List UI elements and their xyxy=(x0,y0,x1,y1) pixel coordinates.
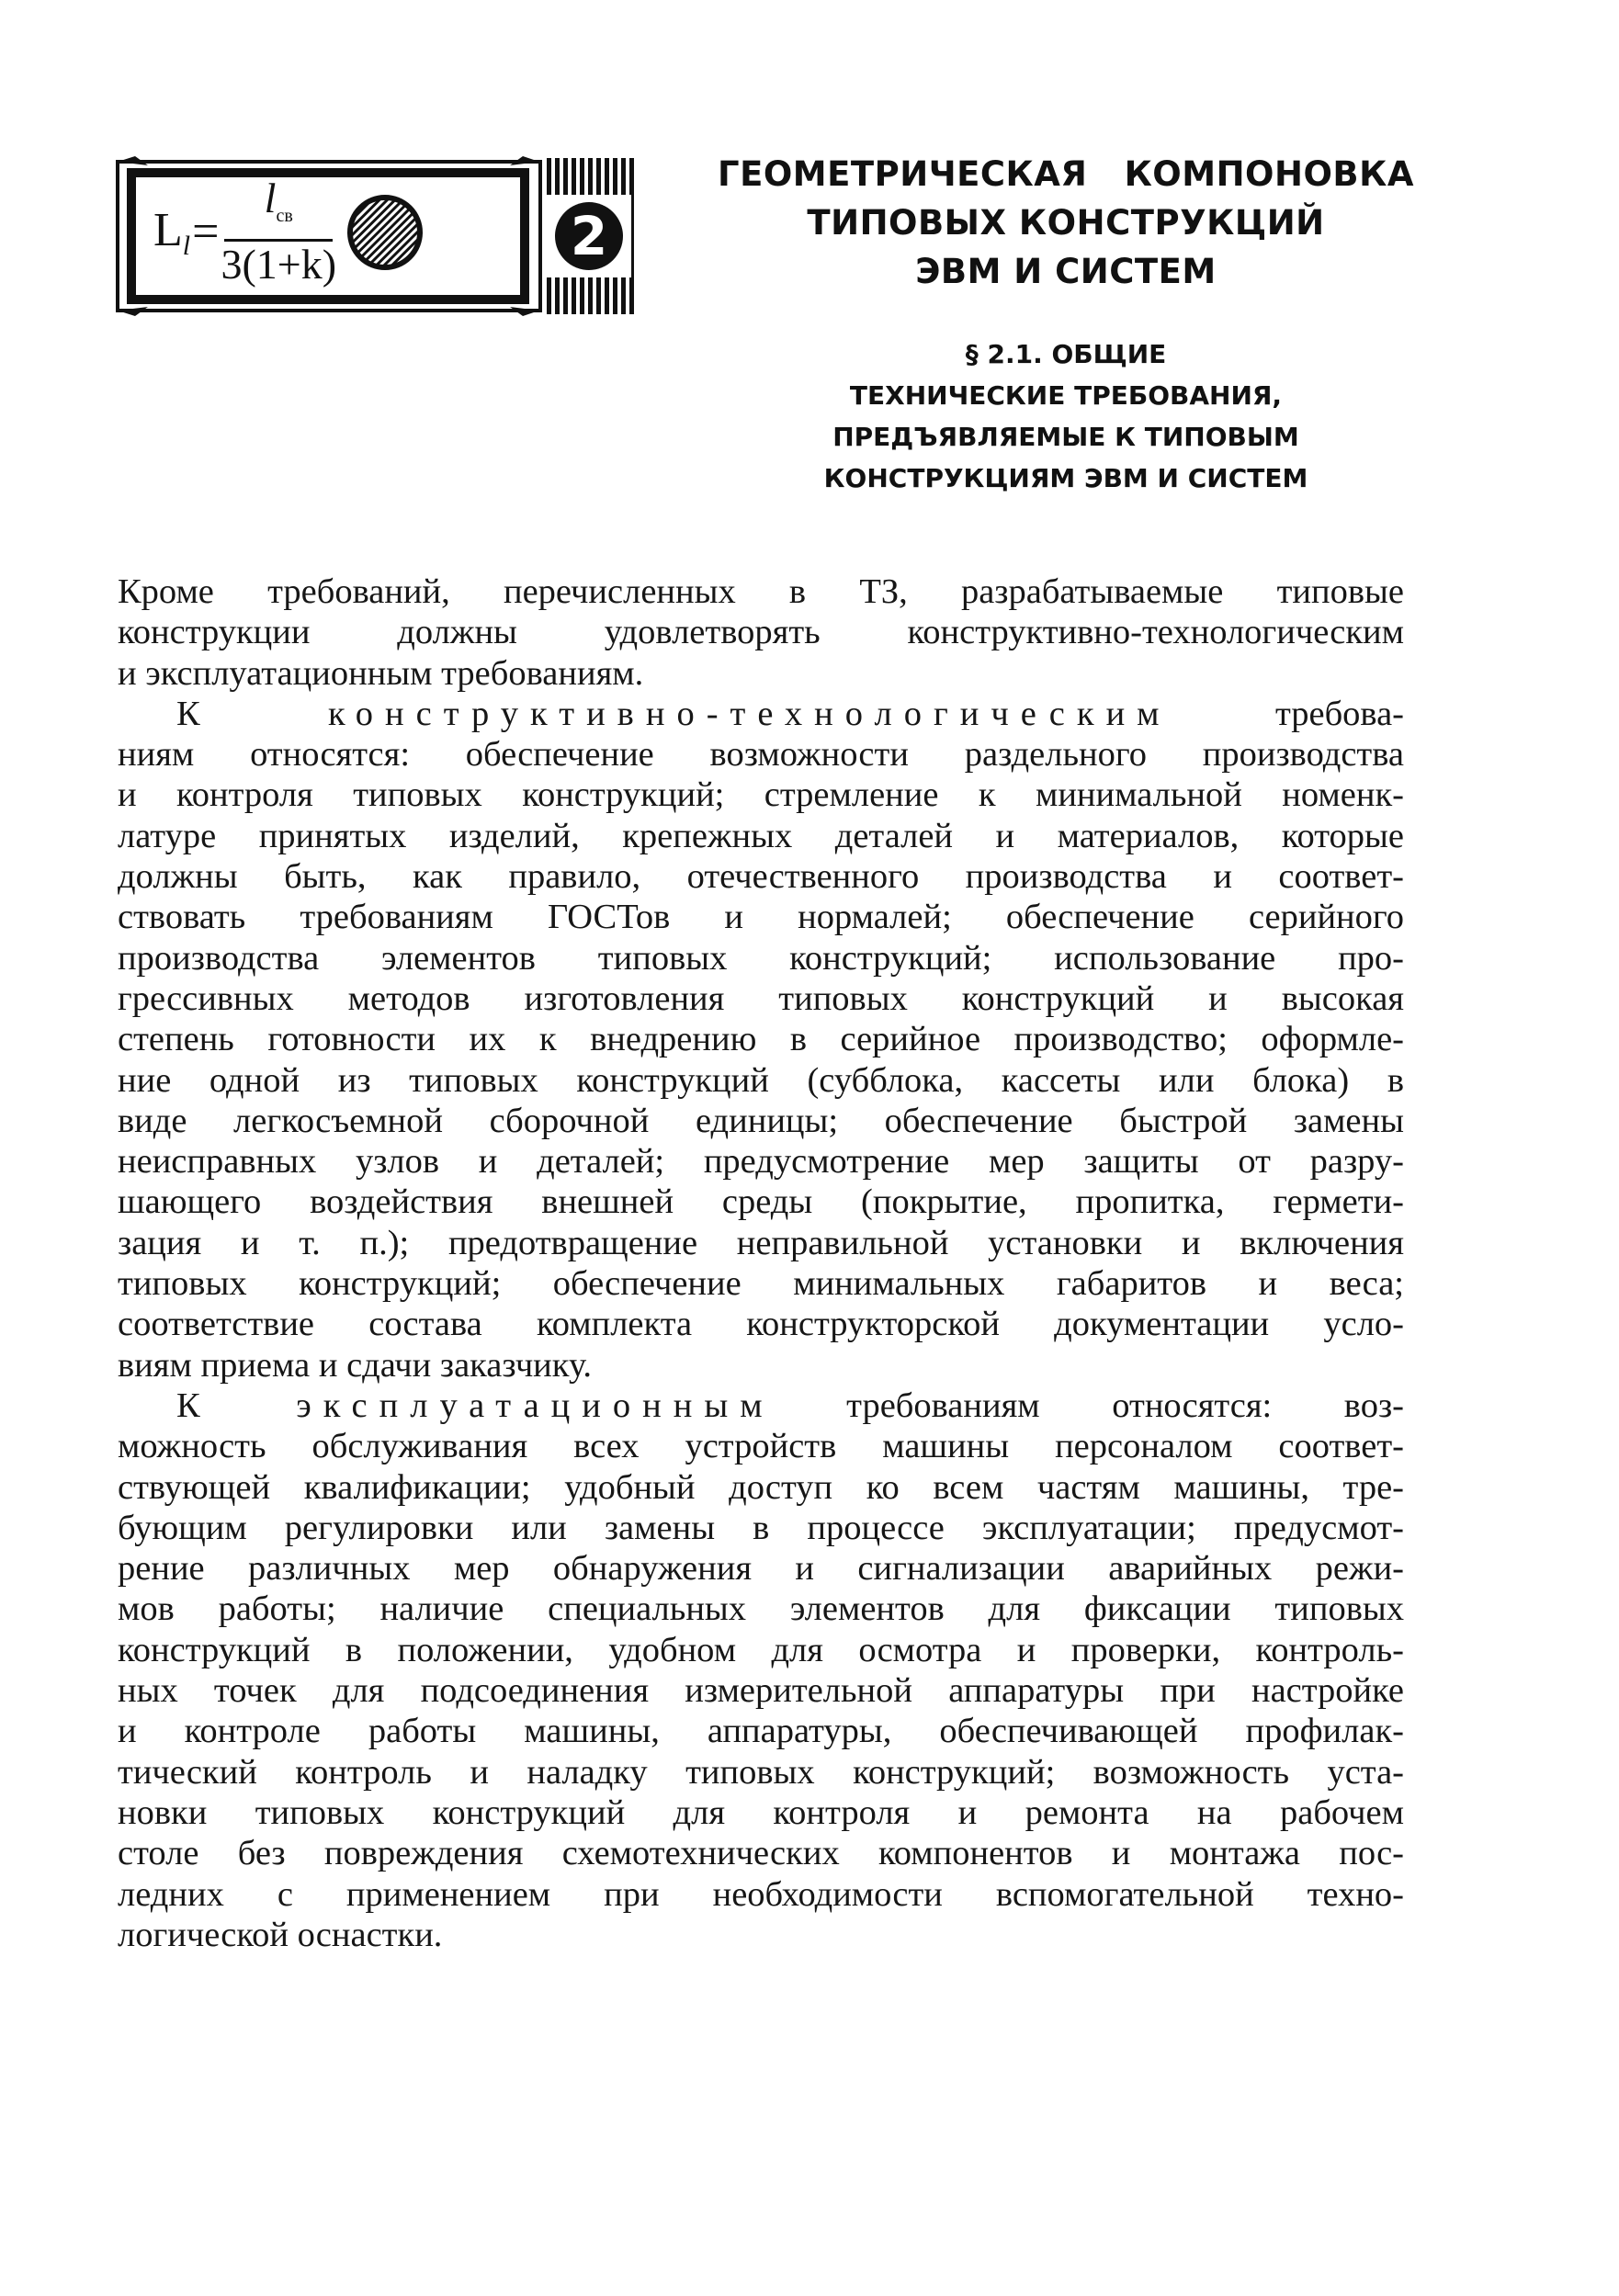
text-line: бующим регулировки или замены в процессе эксплуатации; предусмот- xyxy=(118,1508,1404,1547)
paragraph-design-technological xyxy=(118,694,1404,1386)
chapter-number: 2 xyxy=(570,205,608,267)
chapter-formula xyxy=(142,175,528,289)
formula-denominator: 3(1+k) xyxy=(221,240,337,288)
text-line: ледних с применением при необходимости вспомогательной техно- xyxy=(118,1874,1404,1914)
hatched-disk-icon xyxy=(345,193,425,272)
text-line: шающего воздействия внешней среды (покрытие, пропитка, гермети- xyxy=(118,1182,1404,1222)
text-line: тический контроль и наладку типовых конструкций; возможность уста- xyxy=(118,1752,1404,1792)
formula-lhs: $L_l$ xyxy=(153,203,191,261)
text-fragment: требова- xyxy=(1274,694,1405,733)
spaced-term: К эксплуатационным xyxy=(176,1386,775,1425)
formula-fraction xyxy=(221,176,336,287)
text-line: латуре принятых изделий, крепежных деталей и материалов, которые xyxy=(118,816,1404,855)
formula-numerator: $l_{св}$ xyxy=(264,175,293,227)
text-line: виям приема и сдачи заказчику. xyxy=(118,1345,592,1385)
chapter-title xyxy=(689,150,1443,296)
text-line: грессивных методов изготовления типовых конструкций и высокая xyxy=(118,978,1404,1018)
text-fragment: требованиям относятся: воз- xyxy=(846,1386,1405,1425)
spaced-term: К конструктивно-технологическим xyxy=(176,694,1172,733)
section-title xyxy=(726,334,1406,499)
text-line: и контроле работы машины, аппаратуры, обеспечивающей профилак- xyxy=(118,1712,1404,1751)
chapter-title-line: ЭВМ И СИСТЕМ xyxy=(915,252,1217,291)
text-line: новки типовых конструкций для контроля и ремонта на рабочем xyxy=(118,1793,1404,1832)
text-line: рение различных мер обнаружения и сигнализации аварийных режи- xyxy=(118,1549,1404,1589)
body-text xyxy=(118,571,1404,1955)
text-line: конструкции должны удовлетворять конструктивно-технологическим xyxy=(118,613,1404,652)
text-line: мов работы; наличие специальных элементов для фиксации типовых xyxy=(118,1589,1404,1629)
text-line: неисправных узлов и деталей; предусмотрение мер защиты от разру- xyxy=(118,1142,1404,1182)
text-line: конструкций в положении, удобном для осмотра и проверки, контроль- xyxy=(118,1630,1404,1669)
chapter-title-line: ГЕОМЕТРИЧЕСКАЯ КОМПОНОВКА xyxy=(718,154,1414,194)
section-title-line: ПРЕДЪЯВЛЯЕМЫЕ К ТИПОВЫМ xyxy=(832,422,1299,452)
text-line: и контроля типовых конструкций; стремление к минимальной номенк- xyxy=(118,775,1404,815)
text-line: степень готовности их к внедрению в серийное производство; оформле- xyxy=(118,1020,1404,1059)
text-line: ниям относятся: обеспечение возможности раздельного производства xyxy=(118,735,1404,775)
text-line xyxy=(118,1386,1404,1426)
text-line: ние одной из типовых конструкций (субблока, кассеты или блока) в xyxy=(118,1060,1404,1100)
text-line: можность обслуживания всех устройств машины персоналом соответ- xyxy=(118,1427,1404,1466)
text-line: типовых конструкций; обеспечение минимальных габаритов и веса; xyxy=(118,1264,1404,1304)
paragraph-general-requirements xyxy=(118,571,1404,694)
section-title-line: § 2.1. ОБЩИЕ xyxy=(965,339,1167,369)
text-line: Кроме требований, перечисленных в ТЗ, разрабатываемые типовые xyxy=(118,572,1404,611)
text-line: виде легкосъемной сборочной единицы; обеспечение быстрой замены xyxy=(118,1101,1404,1140)
formula-equals: = xyxy=(192,206,220,258)
section-title-line: КОНСТРУКЦИЯМ ЭВМ И СИСТЕМ xyxy=(823,463,1308,493)
text-line xyxy=(118,694,1404,734)
text-line: производства элементов типовых конструкций; использование про- xyxy=(118,938,1404,978)
chapter-emblem xyxy=(115,154,657,318)
text-line: ных точек для подсоединения измерительной аппаратуры при настройке xyxy=(118,1671,1404,1711)
text-line: столе без повреждения схемотехнических компонентов и монтажа пос- xyxy=(118,1834,1404,1873)
text-line: соответствие состава комплекта конструкторской документации усло- xyxy=(118,1305,1404,1344)
text-line: должны быть, как правило, отечественного производства и соответ- xyxy=(118,857,1404,897)
text-line: ствующей квалификации; удобный доступ ко всем частям машины, тре- xyxy=(118,1467,1404,1507)
section-title-line: ТЕХНИЧЕСКИЕ ТРЕБОВАНИЯ, xyxy=(849,380,1283,411)
text-line: и эксплуатационным требованиям. xyxy=(118,653,644,693)
text-line: логической оснастки. xyxy=(118,1915,443,1954)
text-line: зация и т. п.); предотвращение неправильной установки и включения xyxy=(118,1223,1404,1262)
chapter-title-line: ТИПОВЫХ КОНСТРУКЦИЙ xyxy=(807,203,1325,243)
text-line: ствовать требованиям ГОСТов и нормалей; обеспечение серийного xyxy=(118,898,1404,937)
paragraph-operational xyxy=(118,1386,1404,1955)
